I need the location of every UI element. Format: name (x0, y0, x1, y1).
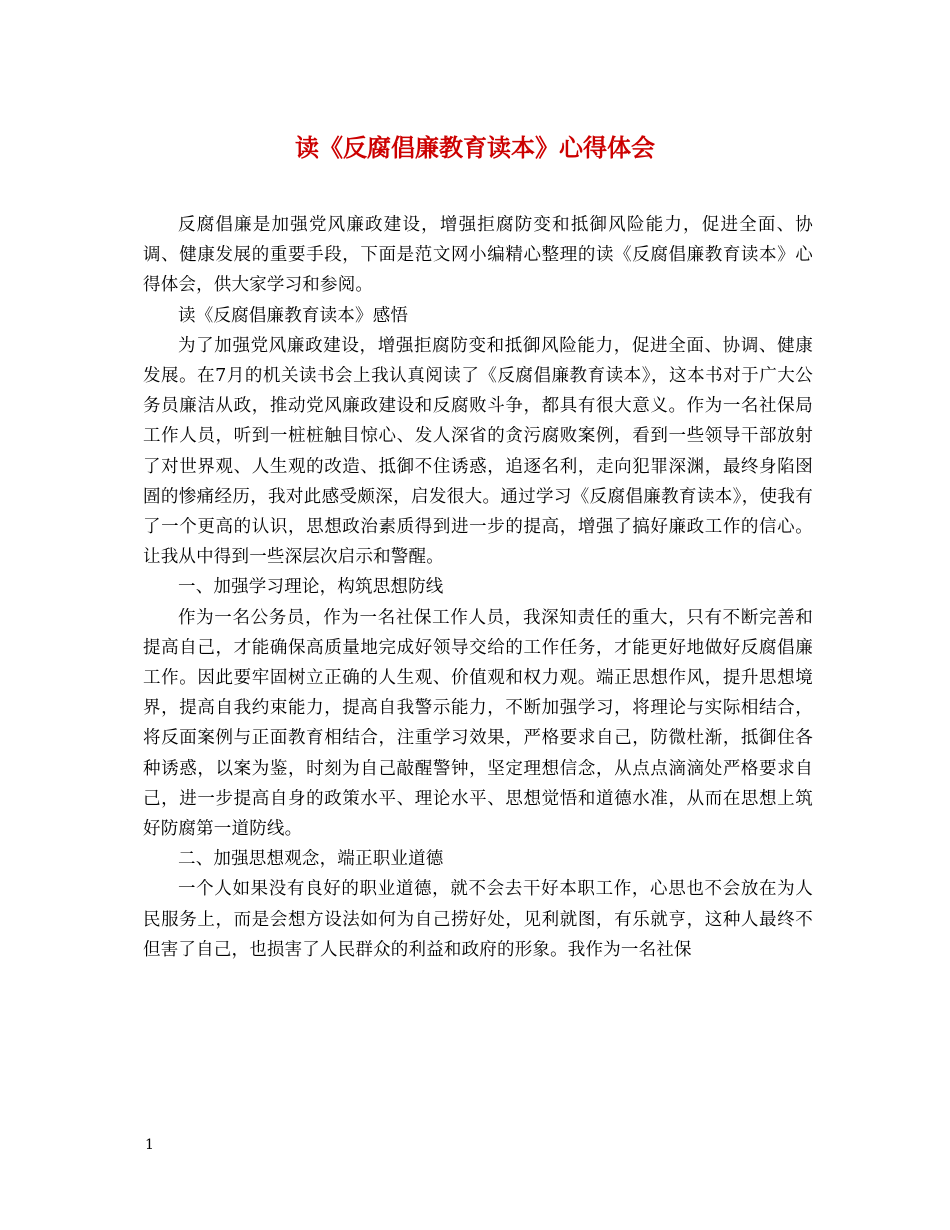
document-title: 读《反腐倡廉教育读本》心得体会 (295, 133, 655, 162)
paragraph-reflection: 为了加强党风廉政建设，增强拒腐防变和抵御风险能力，促进全面、协调、健康发展。在7月的机关读书会上我认真阅读了《反腐倡廉教育读本》，这本书对于广大公务员廉洁从政，推动党风廉政建设和反腐败斗争，都具有很大意义。作为一名社保局工作人员，听到一桩桩触目惊心、发人深省的贪污腐败案例，看到一些领导干部放射了对世界观、人生观的改造、抵御不住诱惑，追逐名利，走向犯罪深渊，最终身陷囹圄的惨痛经历，我对此感受颇深，启发很大。通过学习《反腐倡廉教育读本》，使我有了一个更高的认识，思想政治素质得到进一步的提高，增强了搞好廉政工作的信心。让我从中得到一些深层次启示和警醒。 (143, 335, 813, 568)
paragraph-intro: 反腐倡廉是加强党风廉政建设，增强拒腐防变和抵御风险能力，促进全面、协调、健康发展的重要手段，下面是范文网小编精心整理的读《反腐倡廉教育读本》心得体会，供大家学习和参阅。 (143, 215, 813, 296)
section-heading-1: 一、加强学习理论，构筑思想防线 (178, 577, 444, 598)
paragraph-subheading-reflection: 读《反腐倡廉教育读本》感悟 (178, 305, 409, 326)
document-body (143, 210, 813, 965)
paragraph-section-1: 作为一名公务员，作为一名社保工作人员，我深知责任的重大，只有不断完善和提高自己，才能确保高质量地完成好领导交给的工作任务，才能更好地做好反腐倡廉工作。因此要牢固树立正确的人生观、价值观和权力观。端正思想作风，提升思想境界，提高自我约束能力，提高自我警示能力，不断加强学习，将理论与实际相结合，将反面案例与正面教育相结合，注重学习效果，严格要求自己，防微杜渐，抵御住各种诱惑，以案为鉴，时刻为自己敲醒警钟，坚定理想信念，从点点滴滴处严格要求自己，进一步提高自身的政策水平、理论水平、思想觉悟和道德水准，从而在思想上筑好防腐第一道防线。 (143, 607, 813, 840)
paragraph-section-2: 一个人如果没有良好的职业道德，就不会去干好本职工作，心思也不会放在为人民服务上，而是会想方设法如何为自己捞好处，见利就图，有乐就亨，这种人最终不但害了自己，也损害了人民群众的利益和政府的形象。我作为一名社保 (143, 879, 813, 960)
section-heading-2: 二、加强思想观念，端正职业道德 (178, 849, 444, 870)
page-number: 1 (145, 1137, 154, 1153)
